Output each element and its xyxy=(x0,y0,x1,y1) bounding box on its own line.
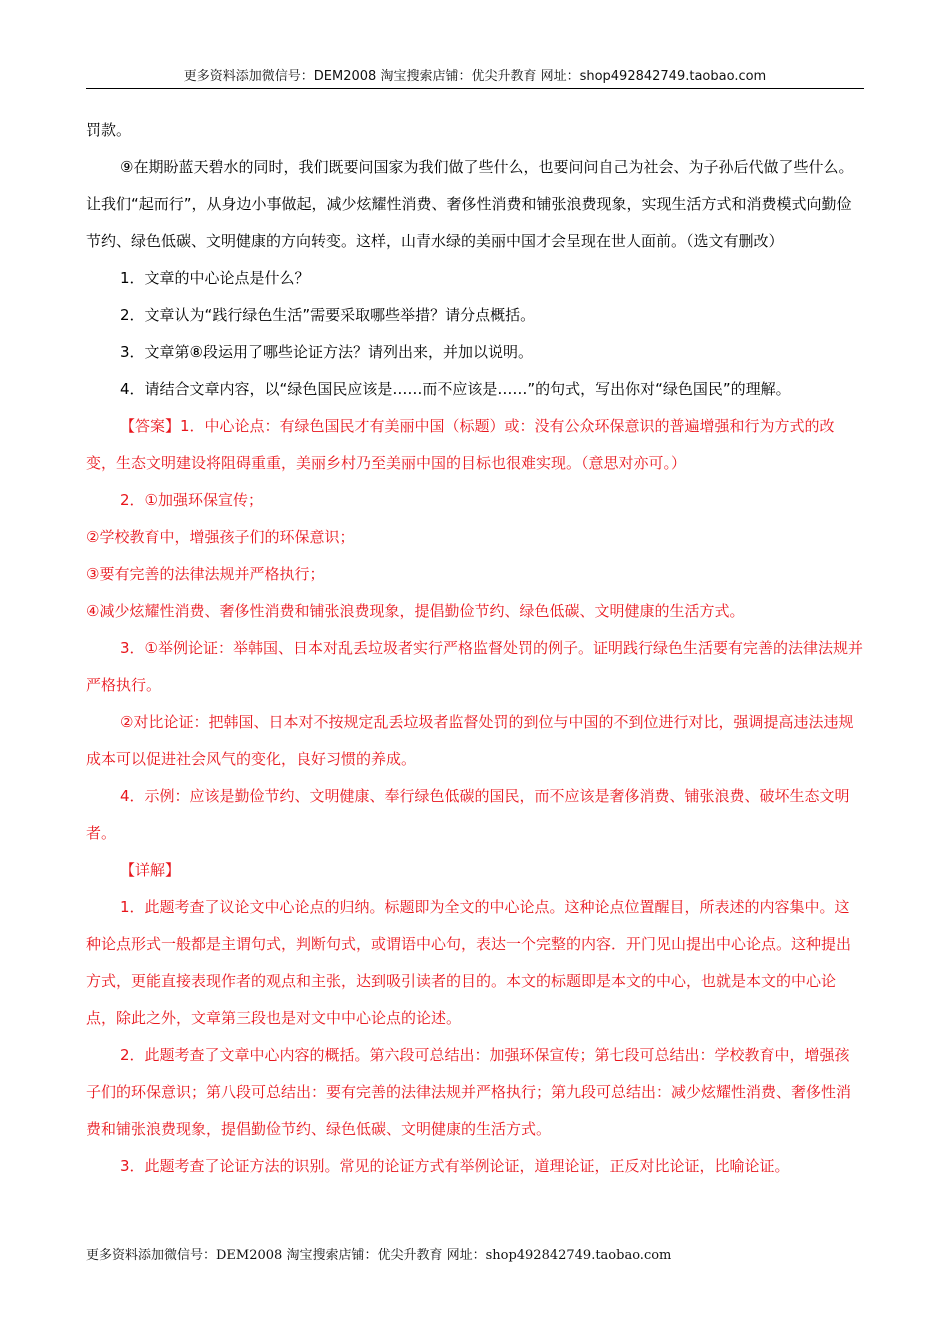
answer-2-item-3: ③要有完善的法律法规并严格执行； xyxy=(86,565,325,583)
detail-3: 3．此题考查了论证方法的识别。常见的论证方式有举例论证，道理论证，正反对比论证，比喻论证。 xyxy=(120,1157,790,1175)
answer-2-item-2: ②学校教育中，增强孩子们的环保意识； xyxy=(86,528,355,546)
answer-2-item-1: 2．①加强环保宣传； xyxy=(120,491,263,509)
answer-1: 【答案】1．中心论点：有绿色国民才有美丽中国（标题）或：没有公众环保意识的普遍增强和行为方式的改变，生态文明建设将阻碍重重，美丽乡村乃至美丽中国的目标也很难实现。（意思对亦可。） xyxy=(86,417,835,472)
question-1: 1．文章的中心论点是什么？ xyxy=(120,269,310,287)
detail-title: 【详解】 xyxy=(120,861,181,879)
answer-3-item-1: 3．①举例论证：举韩国、日本对乱丢垃圾者实行严格监督处罚的例子。证明践行绿色生活要有完善的法律法规并严格执行。 xyxy=(86,639,863,694)
passage-paragraph-9: ⑨在期盼蓝天碧水的同时，我们既要问国家为我们做了些什么，也要问问自己为社会、为子孙后代做了些什么。让我们“起而行”，从身边小事做起，减少炫耀性消费、奢侈性消费和铺张浪费现象，实现生活方式和消费模式向勤俭节约、绿色低碳、文明健康的方向转变。这样，山青水绿的美丽中国才会呈现在世人面前。（选文有删改） xyxy=(86,158,854,250)
detail-1: 1．此题考查了议论文中心论点的归纳。标题即为全文的中心论点。这种论点位置醒目，所表述的内容集中。这种论点形式一般都是主谓句式，判断句式，或谓语中心句，表达一个完整的内容．开门见山提出中心论点。这种提出方式，更能直接表现作者的观点和主张，达到吸引读者的目的。本文的标题即是本文的中心，也就是本文的中心论点，除此之外，文章第三段也是对文中中心论点的论述。 xyxy=(86,898,852,1027)
answer-4: 4．示例：应该是勤俭节约、文明健康、奉行绿色低碳的国民，而不应该是奢侈消费、铺张浪费、破坏生态文明者。 xyxy=(86,787,850,842)
answer-2-item-4: ④减少炫耀性消费、奢侈性消费和铺张浪费现象，提倡勤俭节约、绿色低碳、文明健康的生活方式。 xyxy=(86,602,745,620)
page-footer: 更多资料添加微信号：DEM2008 淘宝搜索店铺：优尖升教育 网址：shop492842749.taobao.com xyxy=(86,1248,672,1263)
question-3: 3．文章第⑧段运用了哪些论证方法？请列出来，并加以说明。 xyxy=(120,343,533,361)
question-2: 2．文章认为“践行绿色生活”需要采取哪些举措？请分点概括。 xyxy=(120,306,536,324)
answer-3-item-2: ②对比论证：把韩国、日本对不按规定乱丢垃圾者监督处罚的到位与中国的不到位进行对比，强调提高违法违规成本可以促进社会风气的变化，良好习惯的养成。 xyxy=(86,713,854,768)
page-header: 更多资料添加微信号：DEM2008 淘宝搜索店铺：优尖升教育 网址：shop492842749.taobao.com xyxy=(86,66,864,89)
question-4: 4．请结合文章内容，以“绿色国民应该是……而不应该是……”的句式，写出你对“绿色国民”的理解。 xyxy=(120,380,791,398)
detail-2: 2．此题考查了文章中心内容的概括。第六段可总结出：加强环保宣传；第七段可总结出：学校教育中，增强孩子们的环保意识；第八段可总结出：要有完善的法律法规并严格执行；第九段可总结出：减少炫耀性消费、奢侈性消费和铺张浪费现象，提倡勤俭节约、绿色低碳、文明健康的生活方式。 xyxy=(86,1046,852,1138)
passage-paragraph-end: 罚款。 xyxy=(86,121,132,139)
document-body xyxy=(86,112,864,1185)
